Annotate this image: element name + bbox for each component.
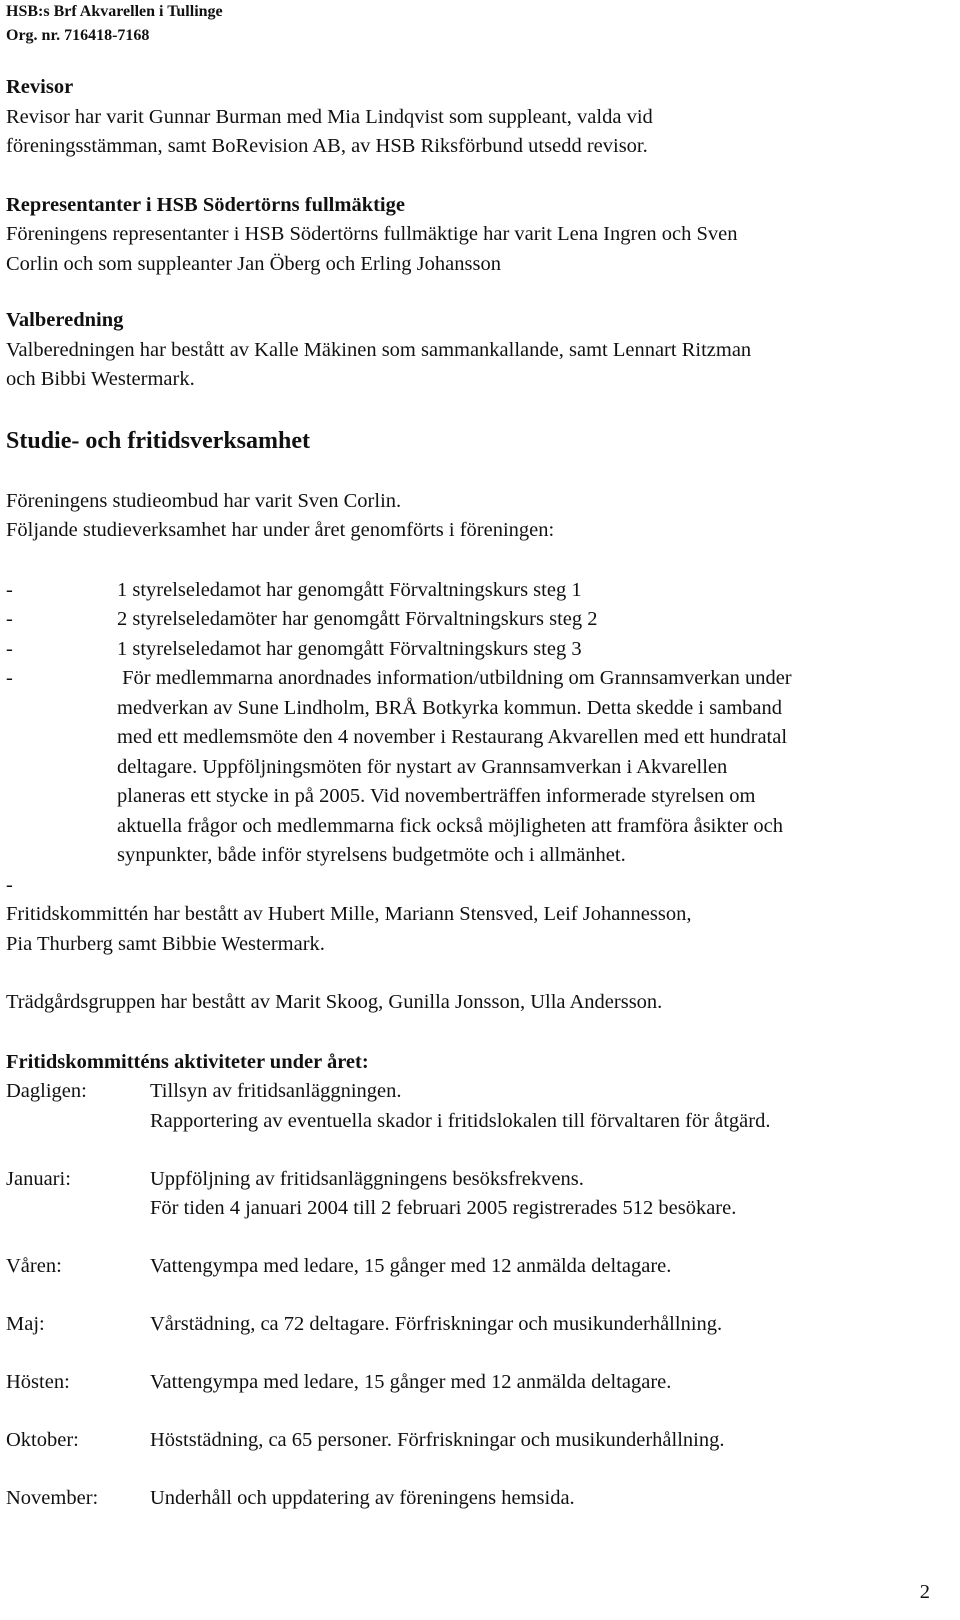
activity-row <box>6 1368 946 1398</box>
document-page <box>6 0 946 1514</box>
activity-line: För tiden 4 januari 2004 till 2 februari 2005 registrerades 512 besökare. <box>150 1197 737 1219</box>
list-item-line: planeras ett stycke in på 2005. Vid novemberträffen informerade styrelsen om <box>117 785 756 807</box>
section-valberedning <box>6 306 946 395</box>
heading-representanter: Representanter i HSB Södertörns fullmäktige <box>6 193 405 216</box>
row-spacer <box>6 1224 946 1253</box>
studie-list-item <box>6 664 946 871</box>
list-item-line: medverkan av Sune Lindholm, BRÅ Botkyrka kommun. Detta skedde i samband <box>117 696 782 719</box>
list-dash-marker: - <box>6 873 13 896</box>
activity-period-label: Dagligen: <box>6 1080 87 1102</box>
activity-period-label: Våren: <box>6 1255 62 1277</box>
activity-period-label: November: <box>6 1487 99 1509</box>
activity-row <box>6 1077 946 1136</box>
fritidskommitten-line: Fritidskommittén har bestått av Hubert Mille, Mariann Stensved, Leif Johannesson, <box>6 903 692 925</box>
activity-line: Uppföljning av fritidsanläggningens besöksfrekvens. <box>150 1167 584 1190</box>
activity-description <box>150 1426 946 1456</box>
list-item-text <box>117 871 946 901</box>
activity-line: Underhåll och uppdatering av föreningens hemsida. <box>150 1487 575 1509</box>
representanter-line: Föreningens representanter i HSB Södertörns fullmäktige har varit Lena Ingren och Sven <box>6 223 738 245</box>
list-dash-marker: - <box>6 637 13 660</box>
list-item-text <box>117 664 946 871</box>
activity-row <box>6 1484 946 1514</box>
list-item-line: deltagare. Uppföljningsmöten för nystart av Grannsamverkan i Akvarellen <box>117 755 728 778</box>
list-item-line: med ett medlemsmöte den 4 november i Restaurang Akvarellen med ett hundratal <box>117 726 788 748</box>
list-item-text <box>117 635 946 665</box>
list-dash-marker: - <box>6 608 13 630</box>
section-tradgard <box>6 988 946 1018</box>
section-fritidskommitten <box>6 900 946 959</box>
studie-list <box>6 576 946 901</box>
studie-line: Följande studieverksamhet har under året genomförts i föreningen: <box>6 519 555 541</box>
section-aktiviteter <box>6 1048 946 1514</box>
revisor-line: Revisor har varit Gunnar Burman med Mia Lindqvist som suppleant, valda vid <box>6 105 653 128</box>
list-item-line <box>117 871 946 901</box>
tradgard-line: Trädgårdsgruppen har bestått av Marit Skoog, Gunilla Jonsson, Ulla Andersson. <box>6 991 663 1013</box>
activity-description <box>150 1368 946 1398</box>
list-item-text <box>117 576 946 606</box>
list-item-line: aktuella frågor och medlemmarna fick också möjligheten att framföra åsikter och <box>117 814 783 837</box>
activity-line: Höststädning, ca 65 personer. Förfriskningar och musikunderhållning. <box>150 1429 725 1451</box>
list-item-line: 1 styrelseledamot har genomgått Förvaltningskurs steg 1 <box>117 578 582 601</box>
header-association-name: HSB:s Brf Akvarellen i Tullinge <box>6 3 223 20</box>
list-item-line: 2 styrelseledamöter har genomgått Förvaltningskurs steg 2 <box>117 608 598 630</box>
heading-valberedning: Valberedning <box>6 309 124 331</box>
revisor-line: föreningsstämman, samt BoRevision AB, av HSB Riksförbund utsedd revisor. <box>6 135 648 157</box>
row-spacer <box>6 1136 946 1165</box>
activity-line: Vårstädning, ca 72 deltagare. Förfriskningar och musikunderhållning. <box>150 1313 723 1335</box>
activity-line: Rapportering av eventuella skador i fritidslokalen till förvaltaren för åtgärd. <box>150 1109 771 1132</box>
heading-aktiviteter: Fritidskommitténs aktiviteter under året: <box>6 1050 369 1073</box>
list-dash-marker: - <box>6 667 13 689</box>
activity-description <box>150 1310 946 1340</box>
activity-description <box>150 1077 946 1136</box>
activity-row <box>6 1426 946 1456</box>
document-header <box>6 0 946 48</box>
activity-line: Vattengympa med ledare, 15 gånger med 12 anmälda deltagare. <box>150 1371 672 1393</box>
studie-list-item <box>6 605 946 635</box>
section-studie <box>6 426 946 901</box>
studie-list-item <box>6 871 946 901</box>
activity-row <box>6 1252 946 1282</box>
heading-studie-fritid: Studie- och fritidsverksamhet <box>6 427 310 454</box>
list-item-line: För medlemmarna anordnades information/utbildning om Grannsamverkan under <box>117 667 792 689</box>
valberedning-line: Valberedningen har bestått av Kalle Mäkinen som sammankallande, samt Lennart Ritzman <box>6 338 752 361</box>
list-item-text <box>117 605 946 635</box>
row-spacer <box>6 1398 946 1427</box>
page-number: 2 <box>919 1581 930 1603</box>
section-revisor <box>6 73 946 162</box>
activity-row <box>6 1310 946 1340</box>
representanter-line: Corlin och som suppleanter Jan Öberg och Erling Johansson <box>6 252 501 275</box>
activity-row <box>6 1165 946 1224</box>
valberedning-line: och Bibbi Westermark. <box>6 368 195 390</box>
aktiviteter-list <box>6 1077 946 1514</box>
studie-list-item <box>6 576 946 606</box>
list-dash-marker: - <box>6 578 13 601</box>
activity-period-label: Maj: <box>6 1313 45 1335</box>
row-spacer <box>6 1456 946 1485</box>
list-item-line: synpunkter, både inför styrelsens budgetmöte och i allmänhet. <box>117 844 626 866</box>
activity-period-label: Januari: <box>6 1167 71 1190</box>
studie-list-item <box>6 635 946 665</box>
activity-description <box>150 1484 946 1514</box>
studie-line: Föreningens studieombud har varit Sven Corlin. <box>6 489 402 512</box>
row-spacer <box>6 1282 946 1311</box>
activity-period-label: Oktober: <box>6 1429 79 1451</box>
section-representanter <box>6 191 946 280</box>
header-org-number: Org. nr. 716418-7168 <box>6 27 150 44</box>
activity-line: Vattengympa med ledare, 15 gånger med 12 anmälda deltagare. <box>150 1255 672 1277</box>
list-item-line: 1 styrelseledamot har genomgått Förvaltningskurs steg 3 <box>117 637 582 660</box>
heading-revisor: Revisor <box>6 76 74 98</box>
row-spacer <box>6 1340 946 1369</box>
activity-period-label: Hösten: <box>6 1371 70 1393</box>
activity-description <box>150 1165 946 1224</box>
activity-line: Tillsyn av fritidsanläggningen. <box>150 1080 402 1102</box>
activity-description <box>150 1252 946 1282</box>
fritidskommitten-line: Pia Thurberg samt Bibbie Westermark. <box>6 932 325 955</box>
